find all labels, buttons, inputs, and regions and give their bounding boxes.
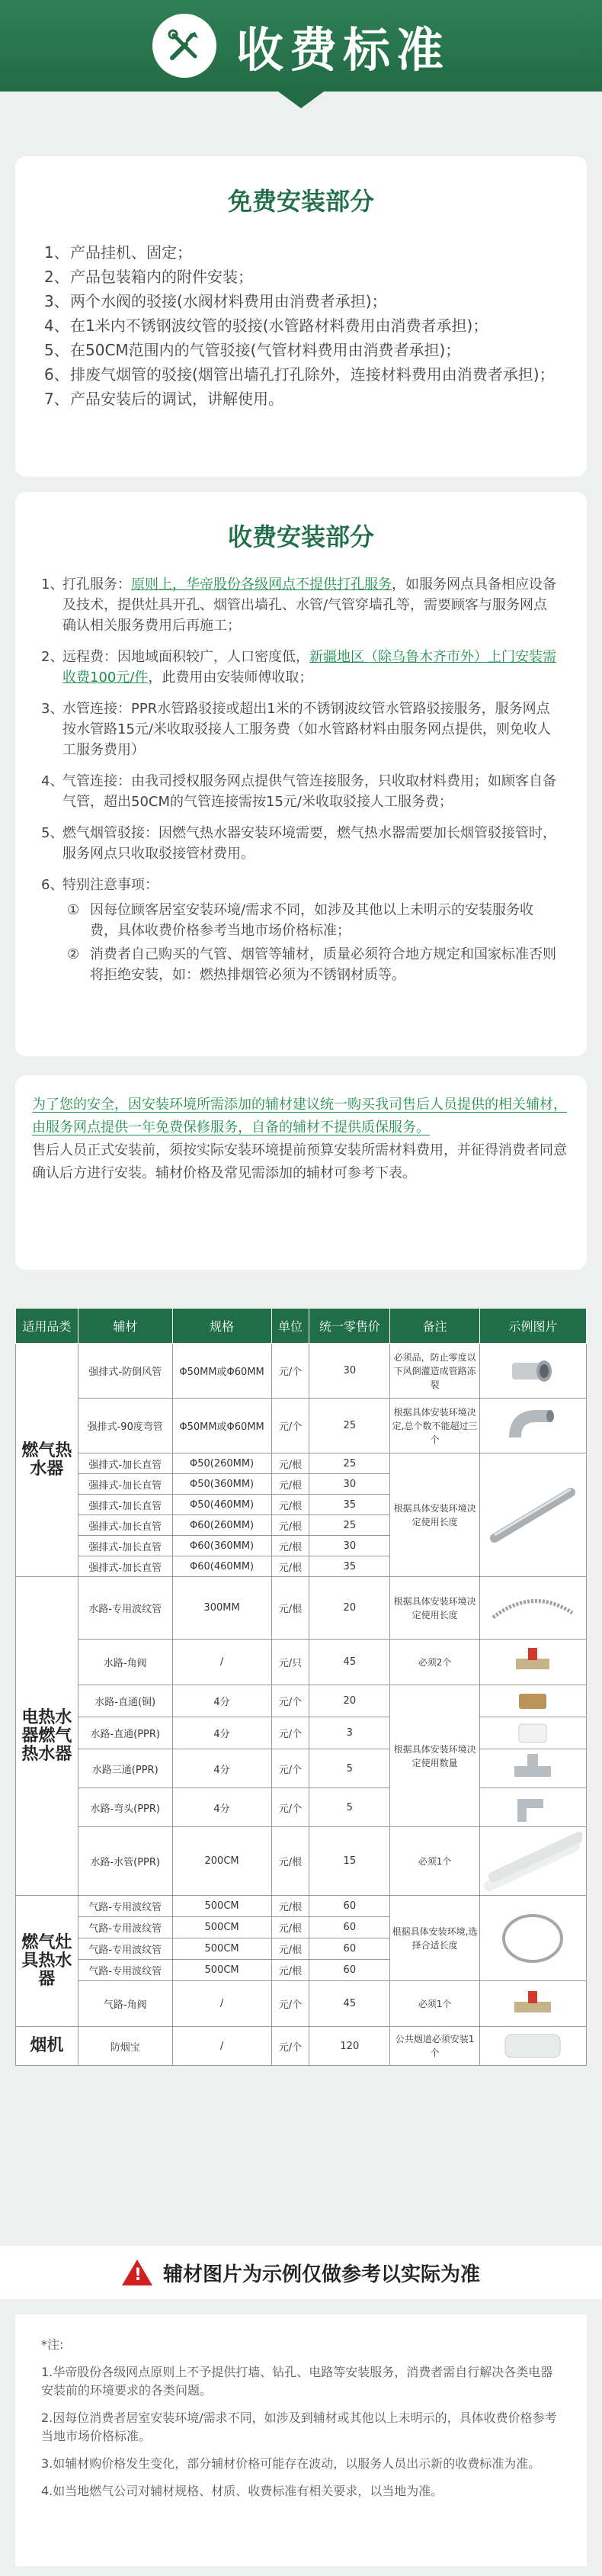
paid-subitem: ② 消费者自己购买的气管、烟管等辅材，质量必须符合地方规定和国家标准否则将拒绝安装，如：燃热排烟管必须为不锈钢材质等。 bbox=[67, 946, 556, 983]
cell-spec: 500CM bbox=[172, 1896, 271, 1917]
paid-item: 4、 气管连接：由我司授权服务网点提供气管连接服务，只收取材料费用；如顾客自备气管，超出50CM的气管连接需按15元/米收取驳接人工服务费； bbox=[41, 773, 556, 810]
note-cell: 必须2个 bbox=[390, 1640, 480, 1685]
example-image bbox=[479, 1685, 586, 1717]
paid-subitem: ① 因每位顾客居室安装环境/需求不同，如涉及其他以上未明示的安装服务收费，具体收费价格参考当地市场价格标准； bbox=[67, 902, 534, 939]
image-disclaimer bbox=[0, 2246, 602, 2299]
example-image bbox=[479, 1749, 586, 1788]
table-row bbox=[16, 1827, 587, 1896]
free-install-item: 6、 排废气烟管的驳接(烟管出墙孔打孔除外，连接材料费用由消费者承担)； bbox=[44, 365, 555, 384]
cell-name: 气路-专用波纹管 bbox=[78, 1896, 172, 1917]
cell-name: 强排式-加长直管 bbox=[78, 1495, 172, 1515]
cell-unit: 元/个 bbox=[271, 1788, 309, 1827]
table-header: 示例图片 bbox=[479, 1309, 586, 1344]
cell-spec: Φ60(360MM) bbox=[172, 1536, 271, 1556]
cell-unit: 元/根 bbox=[271, 1577, 309, 1640]
note-cell: 根据具体安装环境,选择合适长度 bbox=[390, 1896, 480, 1981]
cell-spec: Φ50(260MM) bbox=[172, 1453, 271, 1474]
table-row bbox=[16, 1577, 587, 1640]
ppr-image bbox=[482, 1718, 584, 1749]
table-row bbox=[16, 1344, 587, 1399]
cell-unit: 元/个 bbox=[271, 1981, 309, 2027]
cell-unit: 元/根 bbox=[271, 1896, 309, 1917]
cell-unit: 元/根 bbox=[271, 1556, 309, 1577]
smoke-image bbox=[482, 2027, 584, 2065]
table-row bbox=[16, 1685, 587, 1717]
example-image bbox=[479, 1399, 586, 1453]
cell-name: 水路-角阀 bbox=[78, 1640, 172, 1685]
cell-spec: 500CM bbox=[172, 1960, 271, 1981]
cell-price: 30 bbox=[309, 1344, 390, 1399]
cell-spec: Φ50(460MM) bbox=[172, 1495, 271, 1515]
footer-note: 2.因每位消费者居室安装环境/需求不同，如涉及到辅材或其他以上未明示的，具体收费价格参考当地市场价格标准。 bbox=[41, 2411, 557, 2443]
table-header: 规格 bbox=[172, 1309, 271, 1344]
cell-unit: 元/个 bbox=[271, 1399, 309, 1453]
example-image bbox=[479, 1640, 586, 1685]
note-cell: 根据具体安装环境决定使用长度 bbox=[390, 1453, 480, 1577]
cell-price: 20 bbox=[309, 1685, 390, 1717]
note-cell: 公共烟道必须安装1个 bbox=[390, 2027, 480, 2066]
table-row bbox=[16, 2027, 587, 2066]
paid-item: 3、 水管连接：PPR水管路驳接或超出1米的不锈钢波纹管水管路驳接服务，服务网点按水管路15元/米收取驳接人工服务费（如水管路材料由服务网点提供，则免收人工服务费用） bbox=[41, 701, 551, 758]
gasvalve-image bbox=[482, 1985, 584, 2023]
cell-name: 水路-直通(PPR) bbox=[78, 1717, 172, 1749]
valve-image bbox=[482, 1643, 584, 1681]
bend-image bbox=[482, 1407, 584, 1445]
cell-price: 45 bbox=[309, 1640, 390, 1685]
table-row bbox=[16, 1717, 587, 1749]
cell-unit: 元/根 bbox=[271, 1917, 309, 1938]
free-install-item: 7、 产品安装后的调试，讲解使用。 bbox=[44, 390, 283, 408]
cell-spec: / bbox=[172, 1640, 271, 1685]
cell-name: 水路-直通(铜) bbox=[78, 1685, 172, 1717]
coupling-image bbox=[482, 1686, 584, 1717]
cell-price: 45 bbox=[309, 1981, 390, 2027]
cell-spec: Φ50MM或Φ60MM bbox=[172, 1399, 271, 1453]
cell-price: 120 bbox=[309, 2027, 390, 2066]
cell-unit: 元/根 bbox=[271, 1495, 309, 1515]
example-image bbox=[479, 1827, 586, 1896]
cell-price: 35 bbox=[309, 1495, 390, 1515]
cell-name: 水路-弯头(PPR) bbox=[78, 1788, 172, 1827]
footer-note: 1.华帝股份各级网点原则上不予提供打墙、钻孔、电路等安装服务，消费者需自行解决各类电器安装前的环境要求的各类问题。 bbox=[41, 2365, 553, 2398]
cell-unit: 元/根 bbox=[271, 1938, 309, 1960]
notice-text: 售后人员正式安装前，须按实际安装环境提前预算安装所需材料费用，并征得消费者同意确认后方进行安装。辅材价格及常见需添加的辅材可参考下表。 bbox=[32, 1142, 567, 1181]
example-image bbox=[479, 1453, 586, 1577]
note-cell: 必须1个 bbox=[390, 1981, 480, 2027]
cell-name: 强排式-90度弯管 bbox=[78, 1399, 172, 1453]
example-image bbox=[479, 1717, 586, 1749]
hose-image bbox=[482, 1593, 584, 1624]
image-disclaimer-text: 辅材图片为示例仅做参考以实际为准 bbox=[162, 2263, 480, 2286]
table-row bbox=[16, 1788, 587, 1827]
table-header: 单位 bbox=[271, 1309, 309, 1344]
warning-icon: ! bbox=[122, 2260, 152, 2285]
example-image bbox=[479, 1981, 586, 2027]
cell-price: 30 bbox=[309, 1536, 390, 1556]
svg-text:¥: ¥ bbox=[181, 43, 186, 51]
cell-name: 强排式-加长直管 bbox=[78, 1536, 172, 1556]
cell-price: 5 bbox=[309, 1749, 390, 1788]
cell-name: 强排式-防倒风管 bbox=[78, 1344, 172, 1399]
table-row bbox=[16, 1453, 587, 1474]
cell-price: 20 bbox=[309, 1577, 390, 1640]
cell-spec: 4分 bbox=[172, 1685, 271, 1717]
example-image bbox=[479, 2027, 586, 2066]
cell-name: 水路-专用波纹管 bbox=[78, 1577, 172, 1640]
cell-spec: 500CM bbox=[172, 1938, 271, 1960]
example-image bbox=[479, 1577, 586, 1640]
cell-name: 气路-专用波纹管 bbox=[78, 1917, 172, 1938]
cell-spec: Φ60(460MM) bbox=[172, 1556, 271, 1577]
free-install-item: 4、 在1米内不锈钢波纹管的驳接(水管路材料费用由消费者承担)； bbox=[44, 316, 488, 335]
safety-notice bbox=[15, 1075, 587, 1270]
cell-name: 气路-角阀 bbox=[78, 1981, 172, 2027]
paid-item: 5、 燃气烟管驳接：因燃气热水器安装环境需要，燃气热水器需要加长烟管驳接管时，服务网点只收取驳接管材费用。 bbox=[41, 825, 556, 862]
page-title: 收费标准 bbox=[235, 21, 450, 78]
cell-unit: 元/只 bbox=[271, 1640, 309, 1685]
cell-spec: 500CM bbox=[172, 1917, 271, 1938]
cell-price: 35 bbox=[309, 1556, 390, 1577]
cell-unit: 元/个 bbox=[271, 1749, 309, 1788]
table-row bbox=[16, 1749, 587, 1788]
footer-notes bbox=[15, 2314, 587, 2566]
cell-name: 强排式-加长直管 bbox=[78, 1453, 172, 1474]
tee-image bbox=[482, 1749, 584, 1787]
free-install-title: 免费安装部分 bbox=[227, 187, 374, 216]
footer-note: 3.如辅材购价格发生变化，部分辅材价格可能存在波动，以服务人员出示新的收费标准为准。 bbox=[41, 2456, 541, 2471]
example-image bbox=[479, 1896, 586, 1981]
notice-highlight: 为了您的安全，因安装环境所需添加的辅材建议统一购买我司售后人员提供的相关辅材，由服务网点提供一年免费保修服务，自备的辅材不提供质保服务。 bbox=[32, 1097, 567, 1135]
cell-unit: 元/个 bbox=[271, 1717, 309, 1749]
free-install-item: 2、 产品包装箱内的附件安装； bbox=[44, 268, 253, 286]
cell-spec: 300MM bbox=[172, 1577, 271, 1640]
cell-spec: 4分 bbox=[172, 1717, 271, 1749]
paid-item: 2、 远程费：因地域面积较广，人口密度低，新疆地区（除乌鲁木齐市外）上门安装需收费100元/件，此费用由安装师傅收取； bbox=[41, 649, 556, 686]
cell-spec: / bbox=[172, 1981, 271, 2027]
free-install-item: 1、 产品挂机、固定； bbox=[44, 243, 192, 262]
cell-spec: 200CM bbox=[172, 1827, 271, 1896]
cell-price: 60 bbox=[309, 1896, 390, 1917]
cell-price: 30 bbox=[309, 1474, 390, 1495]
table-header: 统一零售价 bbox=[309, 1309, 390, 1344]
cell-name: 气路-专用波纹管 bbox=[78, 1938, 172, 1960]
table-header: 备注 bbox=[390, 1309, 480, 1344]
category-cell: 燃气热水器 bbox=[16, 1344, 78, 1577]
cell-unit: 元/根 bbox=[271, 1515, 309, 1536]
table-header: 辅材 bbox=[78, 1309, 172, 1344]
note-cell: 根据具体安装环境决定使用长度 bbox=[390, 1577, 480, 1640]
free-install-list bbox=[15, 240, 587, 411]
tools-icon bbox=[152, 14, 216, 78]
pipe-image bbox=[482, 1485, 584, 1546]
note-cell: 必须1个 bbox=[390, 1827, 480, 1896]
page-header bbox=[0, 0, 602, 92]
cell-name: 强排式-加长直管 bbox=[78, 1474, 172, 1495]
paid-item: 6、 特别注意事项： bbox=[41, 877, 159, 893]
free-install-card bbox=[15, 156, 587, 477]
paid-item: 1、 打孔服务：原则上，华帝股份各级网点不提供打孔服务，如服务网点具备相应设备及技术，提供灶具开孔、烟管出墙孔、水管/气管穿墙孔等，需要顾客与服务网点确认相关服务费用后再施工； bbox=[41, 577, 556, 634]
cell-price: 60 bbox=[309, 1917, 390, 1938]
cell-name: 水路-水管(PPR) bbox=[78, 1827, 172, 1896]
example-image bbox=[479, 1788, 586, 1827]
elbow-image bbox=[482, 1352, 584, 1390]
gashose-image bbox=[482, 1908, 584, 1969]
free-install-item: 5、 在50CM范围内的气管驳接(气管材料费用由消费者承担)； bbox=[44, 341, 461, 359]
cell-name: 强排式-加长直管 bbox=[78, 1556, 172, 1577]
cell-name: 强排式-加长直管 bbox=[78, 1515, 172, 1536]
cell-price: 15 bbox=[309, 1827, 390, 1896]
cell-unit: 元/个 bbox=[271, 1685, 309, 1717]
free-install-item: 3、 两个水阀的驳接(水阀材料费用由消费者承担)； bbox=[44, 292, 387, 310]
cell-unit: 元/根 bbox=[271, 1960, 309, 1981]
category-cell: 烟机 bbox=[16, 2027, 78, 2066]
cell-price: 25 bbox=[309, 1453, 390, 1474]
cell-price: 60 bbox=[309, 1960, 390, 1981]
paid-install-title: 收费安装部分 bbox=[227, 522, 374, 551]
accessory-price-table bbox=[15, 1308, 587, 2066]
category-cell: 电热水器燃气热水器 bbox=[16, 1577, 78, 1896]
cell-unit: 元/个 bbox=[271, 2027, 309, 2066]
cell-unit: 元/根 bbox=[271, 1536, 309, 1556]
cell-spec: / bbox=[172, 2027, 271, 2066]
example-image bbox=[479, 1344, 586, 1399]
cell-name: 气路-专用波纹管 bbox=[78, 1960, 172, 1981]
cell-name: 水路三通(PPR) bbox=[78, 1749, 172, 1788]
cell-spec: 4分 bbox=[172, 1749, 271, 1788]
cell-spec: 4分 bbox=[172, 1788, 271, 1827]
category-cell: 燃气灶具热水器 bbox=[16, 1896, 78, 2027]
cell-spec: Φ50MM或Φ60MM bbox=[172, 1344, 271, 1399]
cell-spec: Φ50(360MM) bbox=[172, 1474, 271, 1495]
cell-unit: 元/根 bbox=[271, 1453, 309, 1474]
cell-name: 防烟宝 bbox=[78, 2027, 172, 2066]
note-cell: 根据具体安装环境决定使用数量 bbox=[390, 1685, 480, 1827]
footer-note: 4.如当地燃气公司对辅材规格、材质、收费标准有相关要求，以当地为准。 bbox=[41, 2484, 443, 2498]
cell-price: 60 bbox=[309, 1938, 390, 1960]
table-header: 适用品类 bbox=[16, 1309, 78, 1344]
cell-price: 25 bbox=[309, 1515, 390, 1536]
cell-price: 3 bbox=[309, 1717, 390, 1749]
cell-unit: 元/个 bbox=[271, 1344, 309, 1399]
tubes-image bbox=[482, 1831, 584, 1892]
cell-price: 25 bbox=[309, 1399, 390, 1453]
table-row bbox=[16, 1896, 587, 1917]
note-cell: 必须品，防止零度以下风倒灌造成管路冻裂 bbox=[390, 1344, 480, 1399]
cell-unit: 元/根 bbox=[271, 1827, 309, 1896]
paid-install-card bbox=[15, 492, 587, 1056]
table-row bbox=[16, 1981, 587, 2027]
note-cell: 根据具体安装环境决定,总个数不能超过三个 bbox=[390, 1399, 480, 1453]
cell-spec: Φ60(260MM) bbox=[172, 1515, 271, 1536]
elbowp-image bbox=[482, 1788, 584, 1826]
footer-label: *注: bbox=[41, 2337, 64, 2352]
table-row bbox=[16, 1640, 587, 1685]
cell-price: 5 bbox=[309, 1788, 390, 1827]
cell-unit: 元/根 bbox=[271, 1474, 309, 1495]
table-row bbox=[16, 1399, 587, 1453]
